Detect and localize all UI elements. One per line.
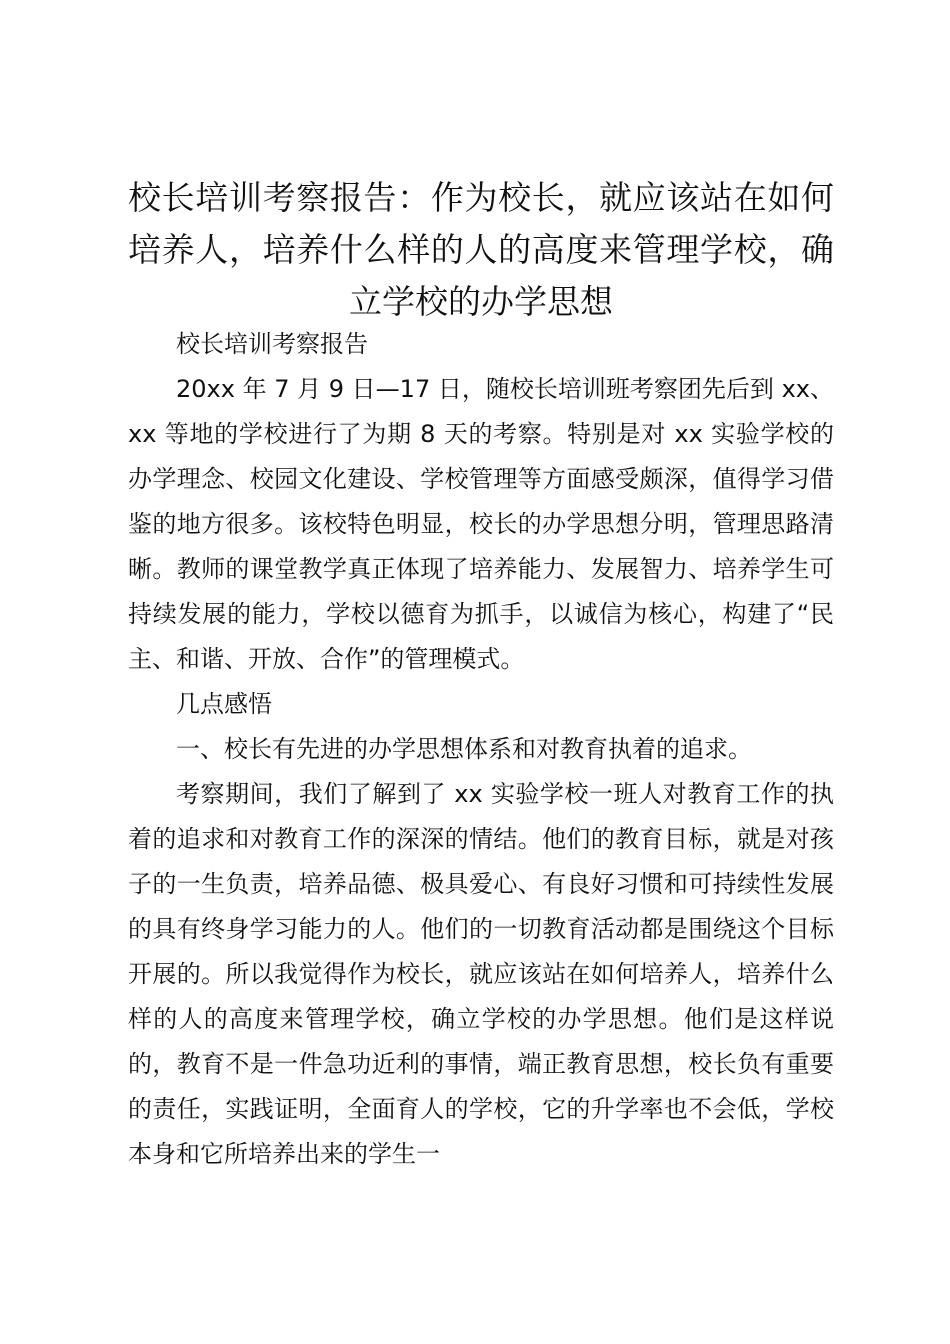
report-subtitle: 校长培训考察报告 xyxy=(176,330,368,358)
paragraph-intro: 20xx 年 7 月 9 日—17 日，随校长培训班考察团先后到 xx、xx 等地的学校进行了为期 8 天的考察。特别是对 xx 实验学校的办学理念、校园文化建设、学校管理等方面感受颇深，值得学习借鉴的地方很多。该校特色明显，校长的办学思想分明，管理思路清晰。教师的课堂教学真正体现了培养能力、发展智力、培养学生可持续发展的能力，学校以德育为抓手，以诚信为核心，构建了“民主、和谐、开放、合作”的管理模式。 xyxy=(128,375,834,673)
document-page xyxy=(128,172,834,1177)
section-heading: 几点感悟 xyxy=(176,690,272,718)
document-title: 校长培训考察报告：作为校长，就应该站在如何培养人，培养什么样的人的高度来管理学校，确立学校的办学思想 xyxy=(128,178,834,321)
paragraph-body-1: 考察期间，我们了解到了 xx 实验学校一班人对教育工作的执着的追求和对教育工作的深深的情结。他们的教育目标，就是对孩子的一生负责，培养品德、极具爱心、有良好习惯和可持续性发展的具有终身学习能力的人。他们的一切教育活动都是围绕这个目标开展的。所以我觉得作为校长，就应该站在如何培养人，培养什么样的人的高度来管理学校，确立学校的办学思想。他们是这样说的，教育不是一件急功近利的事情，端正教育思想，校长负有重要的责任，实践证明，全面育人的学校，它的升学率也不会低，学校本身和它所培养出来的学生一 xyxy=(128,780,834,1168)
point-heading-1: 一、校长有先进的办学思想体系和对教育执着的追求。 xyxy=(176,735,752,763)
